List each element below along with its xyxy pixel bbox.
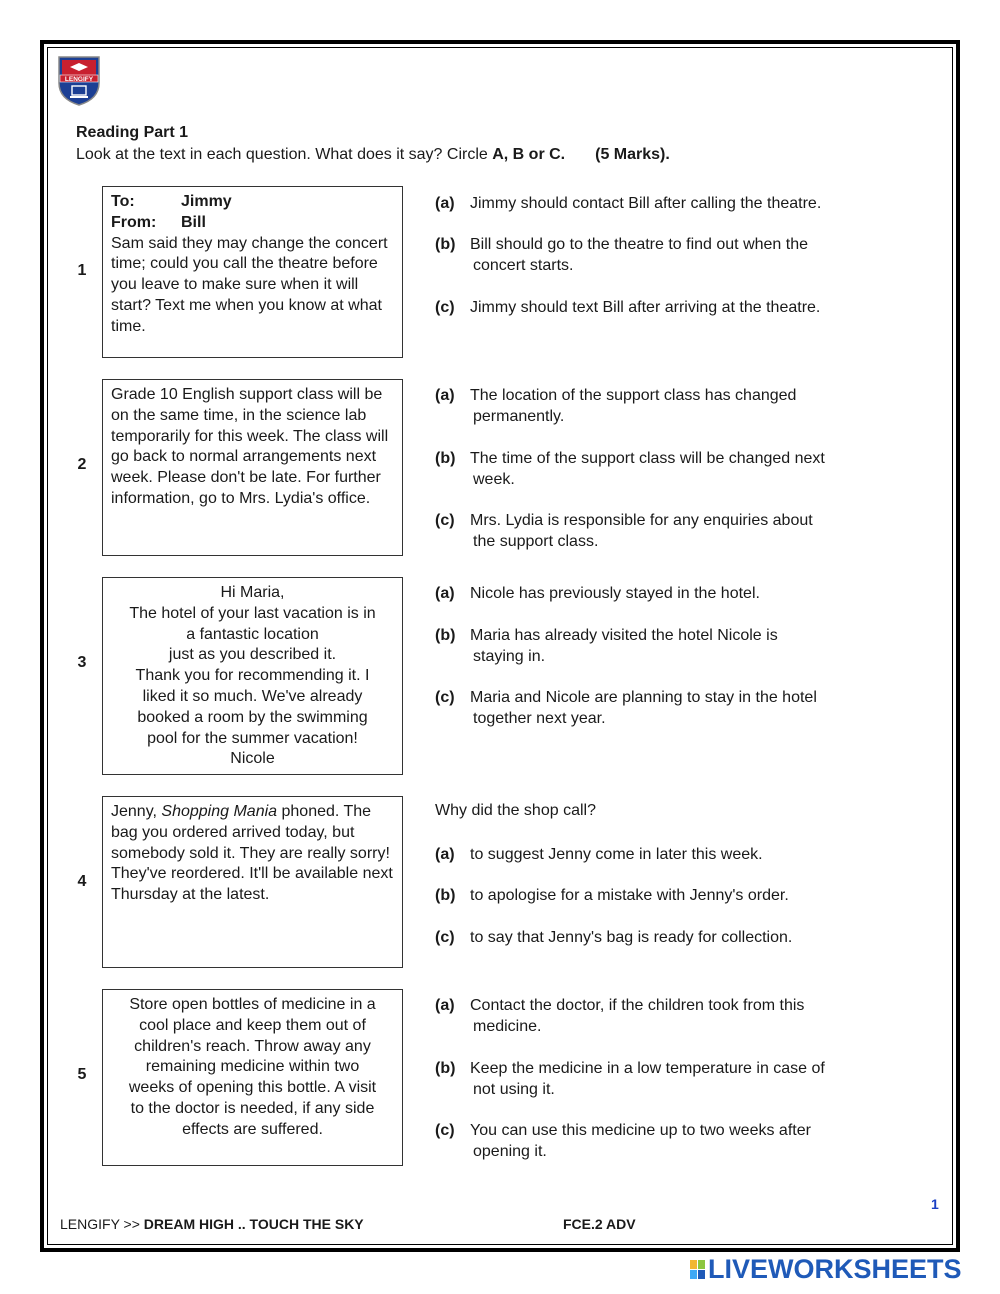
label-line: remaining medicine within two xyxy=(145,1058,360,1076)
note-line: Hi Maria, xyxy=(220,584,285,601)
instruction-text: Look at the text in each question. What does it say? Circle xyxy=(76,146,493,163)
option-text-continued: together next year. xyxy=(473,710,606,727)
option-letter: (b) xyxy=(435,627,456,644)
option-text-continued: permanently. xyxy=(473,408,565,425)
question-number: 3 xyxy=(77,654,87,671)
instruction-choices: A, B or C. xyxy=(492,146,566,163)
option-text-continued: concert starts. xyxy=(473,257,574,274)
option-letter: (c) xyxy=(435,512,455,529)
option-c[interactable] xyxy=(435,297,885,318)
option-b[interactable] xyxy=(435,625,885,667)
option-b[interactable] xyxy=(435,1058,885,1100)
option-text: Keep the medicine in a low temperature in case of xyxy=(470,1060,825,1077)
footer-slogan-text: DREAM HIGH .. TOUCH THE SKY xyxy=(143,1216,364,1232)
option-letter: (a) xyxy=(435,846,455,863)
footer-code: FCE.2 ADV xyxy=(563,1216,636,1232)
question-number: 2 xyxy=(77,456,87,473)
note-line: liked it so much. We've already xyxy=(142,687,363,705)
liveworksheets-wordmark: LIVEWORKSHEETS xyxy=(708,1253,962,1284)
option-text: Maria has already visited the hotel Nicole is xyxy=(470,627,778,644)
option-a[interactable] xyxy=(435,193,885,214)
label-line: children's reach. Throw away any xyxy=(134,1037,371,1055)
option-letter: (c) xyxy=(435,689,455,706)
question-text-box xyxy=(102,379,403,556)
question-number: 5 xyxy=(77,1066,87,1083)
option-letter: (c) xyxy=(435,929,455,946)
label-line: cool place and keep them out of xyxy=(139,1016,366,1034)
footer-prefix: LENGIFY >> xyxy=(60,1216,144,1232)
label-line: Store open bottles of medicine in a xyxy=(129,996,376,1013)
option-text: Bill should go to the theatre to find out when the xyxy=(470,236,809,253)
option-letter: (c) xyxy=(435,1122,455,1139)
label-line: effects are suffered. xyxy=(182,1120,323,1138)
option-c[interactable] xyxy=(435,687,885,729)
option-a[interactable] xyxy=(435,385,885,427)
option-text: The time of the support class will be changed next xyxy=(470,450,825,467)
option-letter: (a) xyxy=(435,585,455,602)
lengify-logo xyxy=(56,53,102,107)
option-text: to apologise for a mistake with Jenny's order. xyxy=(470,887,789,904)
option-text: Contact the doctor, if the children took from this xyxy=(470,997,805,1014)
section-heading: Reading Part 1 xyxy=(76,124,189,141)
message-text-rest: phoned. The bag you ordered arrived today, but somebody sold it. They are really sorry! They've reordered. It'll be available next Thursday at the latest. xyxy=(111,803,393,904)
option-text: to say that Jenny's bag is ready for collection. xyxy=(470,929,793,946)
to-label: To: xyxy=(111,193,135,210)
option-text: Jimmy should contact Bill after calling the theatre. xyxy=(470,195,822,212)
question-text-box xyxy=(102,989,403,1166)
option-text-continued: opening it. xyxy=(473,1143,547,1160)
label-line: to the doctor is needed, if any side xyxy=(130,1099,375,1117)
option-text: The location of the support class has changed xyxy=(470,387,797,404)
option-text-continued: not using it. xyxy=(473,1081,555,1098)
option-letter: (b) xyxy=(435,236,456,253)
note-line: booked a room by the swimming xyxy=(137,708,368,726)
option-text-continued: medicine. xyxy=(473,1018,542,1035)
logo-text: LENGIFY xyxy=(64,76,94,83)
option-text: Jimmy should text Bill after arriving at the theatre. xyxy=(470,299,821,316)
instruction xyxy=(76,146,670,164)
option-text: Maria and Nicole are planning to stay in the hotel xyxy=(470,689,817,706)
option-letter: (b) xyxy=(435,450,456,467)
question-number: 4 xyxy=(77,873,87,890)
option-b[interactable] xyxy=(435,885,885,906)
option-text-continued: week. xyxy=(473,471,515,488)
liveworksheets-brand[interactable] xyxy=(690,1254,962,1284)
note-line: Nicole xyxy=(230,750,275,768)
option-c[interactable] xyxy=(435,510,885,552)
question-number: 1 xyxy=(77,262,87,279)
question-text-box xyxy=(102,796,403,968)
notice-text: Grade 10 English support class will be on the same time, in the science lab temporarily for this week. The class will go back to normal arrangements next week. Please don't be late. For further information, go to Mrs. Lydia's office. xyxy=(111,386,389,507)
footer-slogan xyxy=(60,1216,364,1232)
note-line: Thank you for recommending it. I xyxy=(135,667,370,685)
option-c[interactable] xyxy=(435,1120,885,1162)
option-letter: (a) xyxy=(435,387,455,404)
logo-square xyxy=(698,1270,705,1279)
page-number: 1 xyxy=(931,1196,939,1212)
question-prompt: Why did the shop call? xyxy=(435,802,596,819)
logo-square xyxy=(698,1260,705,1269)
message-text xyxy=(111,802,394,906)
label-line: weeks of opening this bottle. A visit xyxy=(128,1079,377,1097)
to-row xyxy=(111,192,394,213)
from-label: From: xyxy=(111,213,157,231)
option-text: Mrs. Lydia is responsible for any enquiries about xyxy=(470,512,813,529)
question-text-box xyxy=(102,577,403,775)
option-text: You can use this medicine up to two weeks after xyxy=(470,1122,811,1139)
marks-label: (5 Marks). xyxy=(595,146,670,163)
note-line: a fantastic location xyxy=(186,625,319,643)
message-text-start: Jenny, xyxy=(111,803,162,820)
option-letter: (b) xyxy=(435,887,456,904)
option-a[interactable] xyxy=(435,995,885,1037)
from-value: Bill xyxy=(181,213,206,231)
option-text: to suggest Jenny come in later this week. xyxy=(470,846,763,863)
shop-name: Shopping Mania xyxy=(161,803,278,820)
liveworksheets-logo-icon xyxy=(690,1260,705,1279)
logo-square xyxy=(690,1270,697,1279)
option-text: Nicole has previously stayed in the hotel. xyxy=(470,585,760,602)
option-text-continued: staying in. xyxy=(473,648,546,665)
option-text-continued: the support class. xyxy=(473,533,599,550)
note-line: just as you described it. xyxy=(168,646,337,664)
option-letter: (a) xyxy=(435,195,455,212)
option-b[interactable] xyxy=(435,234,885,276)
option-c[interactable] xyxy=(435,927,885,948)
from-row xyxy=(111,213,394,234)
option-b[interactable] xyxy=(435,448,885,490)
logo-square xyxy=(690,1260,697,1269)
question-text-box xyxy=(102,186,403,358)
option-a[interactable] xyxy=(435,844,885,865)
to-value: Jimmy xyxy=(181,193,232,210)
note-line: pool for the summer vacation! xyxy=(147,729,358,747)
message-text: Sam said they may change the concert time; could you call the theatre before you leave to make sure when it will start? Text me when you know at what time. xyxy=(111,234,388,335)
option-letter: (b) xyxy=(435,1060,456,1077)
option-letter: (c) xyxy=(435,299,455,316)
note-line: The hotel of your last vacation is in xyxy=(129,604,376,622)
option-letter: (a) xyxy=(435,997,455,1014)
option-a[interactable] xyxy=(435,583,885,604)
